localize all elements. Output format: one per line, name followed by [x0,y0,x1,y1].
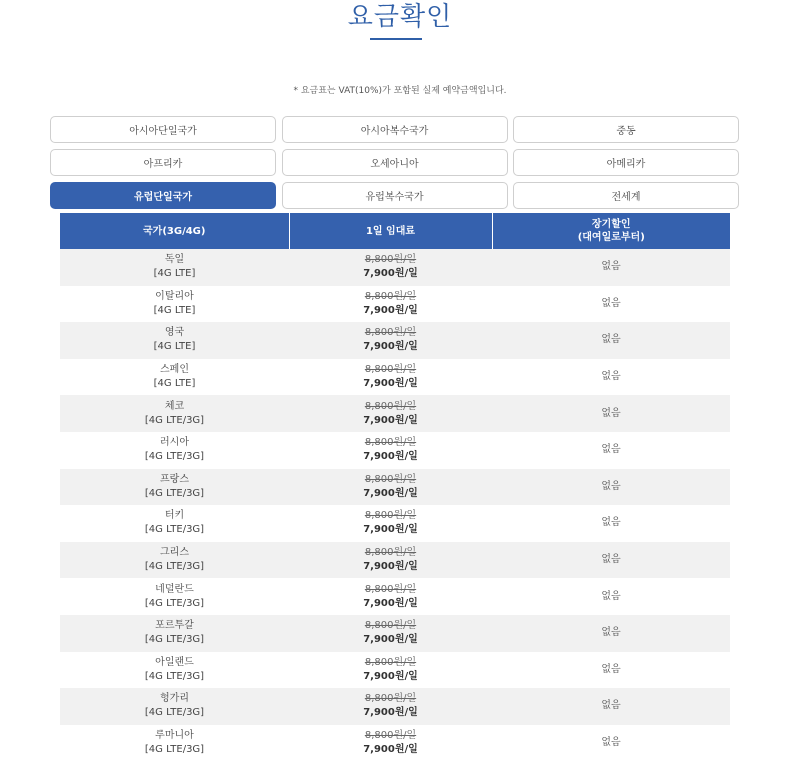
country-cell [60,469,289,506]
country-name: 터키 [164,510,185,522]
discount-cell: 없음 [492,688,730,725]
original-price: 8,800원/일 [364,620,417,632]
table-row [60,542,730,579]
price-cell [289,322,492,359]
country-cell [60,322,289,359]
sale-price: 7,900원/일 [363,451,418,463]
original-price: 8,800원/일 [364,327,417,339]
table-row [60,359,730,396]
price-cell [289,249,492,286]
sale-price: 7,900원/일 [363,707,418,719]
table-body [60,249,730,761]
network-type: [4G LTE/3G] [144,561,205,573]
original-price: 8,800원/일 [364,547,417,559]
country-cell [60,578,289,615]
discount-cell: 없음 [492,359,730,396]
country-name: 영국 [164,327,185,339]
price-cell [289,542,492,579]
header-daily-price: 1일 임대료 [289,213,492,249]
table-row [60,578,730,615]
vat-notice: * 요금표는 VAT(10%)가 포함된 실제 예약금액입니다. [293,86,507,96]
original-price: 8,800원/일 [364,473,417,485]
network-type: [4G LTE/3G] [144,744,205,756]
price-cell [289,359,492,396]
original-price: 8,800원/일 [364,290,417,302]
original-price: 8,800원/일 [364,400,417,412]
price-table-wrap [60,213,730,761]
tab-worldwide[interactable]: 전세계 [513,182,739,209]
network-type: [4G LTE/3G] [144,597,205,609]
sale-price: 7,900원/일 [363,414,418,426]
country-name: 독일 [164,254,185,266]
country-name: 프랑스 [160,473,189,485]
discount-cell: 없음 [492,469,730,506]
network-type: [4G LTE] [153,378,196,390]
sale-price: 7,900원/일 [363,561,418,573]
table-row [60,615,730,652]
table-row [60,725,730,762]
discount-cell: 없음 [492,725,730,762]
sale-price: 7,900원/일 [363,524,418,536]
table-row [60,432,730,469]
sale-price: 7,900원/일 [363,341,418,353]
original-price: 8,800원/일 [364,730,417,742]
country-cell [60,505,289,542]
network-type: [4G LTE/3G] [144,487,205,499]
country-name: 스페인 [160,364,189,376]
price-cell [289,578,492,615]
country-cell [60,432,289,469]
country-cell [60,395,289,432]
country-name: 아일랜드 [155,656,194,668]
tab-asia-multi[interactable]: 아시아복수국가 [282,116,508,143]
discount-cell: 없음 [492,395,730,432]
country-cell [60,725,289,762]
price-cell [289,688,492,725]
original-price: 8,800원/일 [364,656,417,668]
country-name: 이탈리아 [155,290,194,302]
original-price: 8,800원/일 [364,693,417,705]
original-price: 8,800원/일 [364,364,417,376]
price-cell [289,395,492,432]
network-type: [4G LTE] [153,304,196,316]
network-type: [4G LTE] [153,341,196,353]
table-header-row [60,213,730,249]
tab-oceania[interactable]: 오세아니아 [282,149,508,176]
country-cell [60,249,289,286]
network-type: [4G LTE/3G] [144,451,205,463]
price-cell [289,469,492,506]
table-row [60,505,730,542]
country-name: 포르투갈 [155,620,194,632]
country-name: 네덜란드 [155,583,194,595]
sale-price: 7,900원/일 [363,744,418,756]
discount-cell: 없음 [492,652,730,689]
tab-asia-single[interactable]: 아시아단일국가 [50,116,276,143]
discount-cell: 없음 [492,432,730,469]
tab-africa[interactable]: 아프리카 [50,149,276,176]
country-name: 루마니아 [155,730,194,742]
title-underline [370,38,422,40]
sale-price: 7,900원/일 [363,487,418,499]
country-name: 헝가리 [160,693,189,705]
tab-middle-east[interactable]: 중동 [513,116,739,143]
price-cell [289,286,492,323]
network-type: [4G LTE/3G] [144,634,205,646]
sale-price: 7,900원/일 [363,634,418,646]
original-price: 8,800원/일 [364,254,417,266]
network-type: [4G LTE/3G] [144,707,205,719]
price-cell [289,615,492,652]
price-table [60,213,730,761]
discount-cell: 없음 [492,249,730,286]
table-row [60,249,730,286]
header-discount-line2: (대여일로부터) [577,232,645,243]
country-cell [60,615,289,652]
price-cell [289,505,492,542]
table-row [60,395,730,432]
table-row [60,652,730,689]
country-name: 체코 [164,400,185,412]
sale-price: 7,900원/일 [363,378,418,390]
discount-cell: 없음 [492,615,730,652]
discount-cell: 없음 [492,578,730,615]
sale-price: 7,900원/일 [363,268,418,280]
tab-america[interactable]: 아메리카 [513,149,739,176]
original-price: 8,800원/일 [364,510,417,522]
table-row [60,322,730,359]
sale-price: 7,900원/일 [363,304,418,316]
country-name: 러시아 [160,437,189,449]
country-name: 그리스 [160,547,189,559]
original-price: 8,800원/일 [364,437,417,449]
region-tabs [50,116,740,209]
table-row [60,688,730,725]
network-type: [4G LTE/3G] [144,670,205,682]
price-cell [289,652,492,689]
page-title: 요금확인 [347,2,453,32]
tab-europe-single[interactable]: 유럽단일국가 [50,182,276,209]
sale-price: 7,900원/일 [363,597,418,609]
network-type: [4G LTE] [153,268,196,280]
discount-cell: 없음 [492,322,730,359]
original-price: 8,800원/일 [364,583,417,595]
tab-europe-multi[interactable]: 유럽복수국가 [282,182,508,209]
sale-price: 7,900원/일 [363,670,418,682]
country-cell [60,286,289,323]
network-type: [4G LTE/3G] [144,414,205,426]
discount-cell: 없음 [492,505,730,542]
country-cell [60,542,289,579]
header-country: 국가(3G/4G) [60,213,289,249]
network-type: [4G LTE/3G] [144,524,205,536]
discount-cell: 없음 [492,286,730,323]
discount-cell: 없음 [492,542,730,579]
table-row [60,469,730,506]
price-cell [289,432,492,469]
header-long-term-discount [492,213,730,249]
country-cell [60,688,289,725]
table-row [60,286,730,323]
country-cell [60,359,289,396]
price-cell [289,725,492,762]
country-cell [60,652,289,689]
header-discount-line1: 장기할인 [591,219,631,230]
